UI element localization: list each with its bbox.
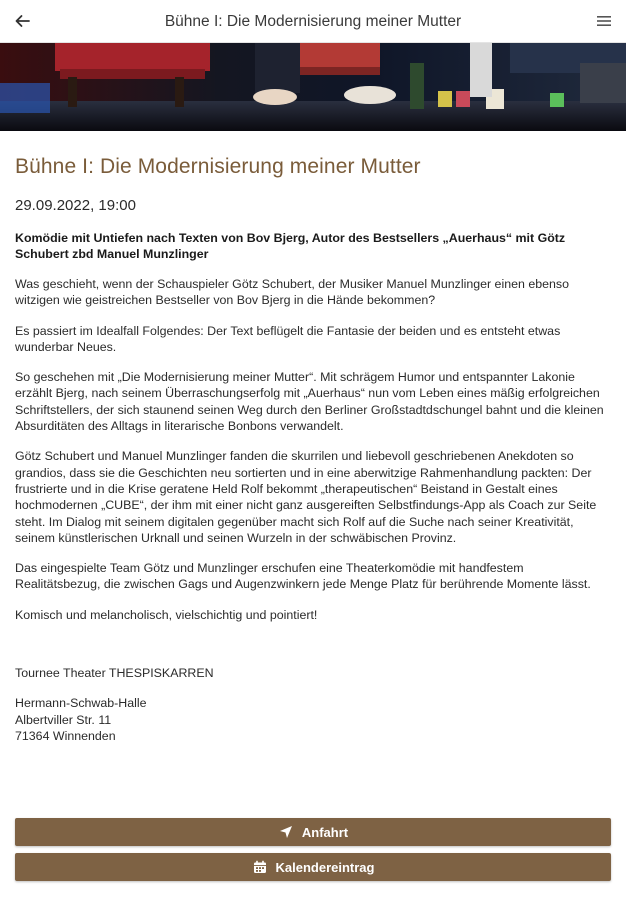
event-lead: Komödie mit Untiefen nach Texten von Bov Bjerg, Autor des Bestsellers „Auerhaus“ mit Götz Schubert zbd Manuel Munzlinger xyxy=(15,231,566,261)
app-bar xyxy=(0,0,626,43)
description-paragraph: Das eingespielte Team Götz und Munzlinger erschufen eine Theaterkomödie mit handfestem Realitätsbezug, die zwischen Gags und Augenzwinkern jede Menge Platz für berührende Momente lässt. xyxy=(15,561,591,592)
directions-button-label: Anfahrt xyxy=(301,824,349,840)
event-title: Bühne I: Die Modernisierung meiner Mutter xyxy=(15,155,421,178)
description-paragraph: Es passiert im Idealfall Folgendes: Der Text beflügelt die Fantasie der beiden und es entsteht etwas wunderbar Neues. xyxy=(15,323,561,354)
description-paragraph: So geschehen mit „Die Modernisierung meiner Mutter“. Mit schrägem Humor und entspannter Lakonie erzählt Bjerg, nach seinem Überraschungserfolg mit „Auerhaus“ nun vom Leben eines mäßig erfolgreichen Schriftstellers, der sich staunend seinen Weg durch den Berliner Großstadtdschungel bahnt und die kleinen Absurditäten des Alltags in literarische Bonbons verwandelt. xyxy=(15,370,604,434)
navigation-arrow-icon xyxy=(278,824,294,840)
calendar-entry-button[interactable] xyxy=(15,853,611,881)
menu-button[interactable] xyxy=(590,7,618,35)
description-paragraph: Komisch und melancholisch, vielschichtig und pointiert! xyxy=(15,607,318,622)
description-paragraph: Was geschieht, wenn der Schauspieler Götz Schubert, der Musiker Manuel Munzlinger einen ebenso witzigen wie geistreichen Bestseller von Bov Bjerg in die Hände bekommen? xyxy=(15,277,569,308)
organizer: Tournee Theater THESPISKARREN xyxy=(15,666,214,681)
event-details xyxy=(15,131,611,744)
hamburger-menu-icon xyxy=(596,14,612,28)
directions-button[interactable] xyxy=(15,818,611,846)
venue-street: Albertviller Str. 11 xyxy=(15,712,112,727)
description-paragraph: Götz Schubert und Manuel Munzlinger fanden die skurrilen und liebevoll geschriebenen Anekdoten so grandios, dass sie die Geschichten neu sortierten und in eine aberwitzige Rahmenhandlung packten: Der frustrierte und in die Krise geratene Held Rolf bekommt „therapeutischen“ Beistand in Gestalt eines hochmodernen „CUBE“, der ihm mit einer nicht ganz ausgereiften Selbstfindungs-App als Coach zur Seite steht. Im Dialog mit seinem digitalen gegenüber macht sich Rolf auf die Suche nach seiner Kreativität, seinem künstlerischen Urknall und seinen Wurzeln in der schwäbischen Provinz. xyxy=(15,449,597,545)
app-bar-title: Bühne I: Die Modernisierung meiner Mutter xyxy=(164,13,462,30)
back-button[interactable] xyxy=(8,7,36,35)
arrow-left-icon xyxy=(14,13,30,29)
event-date: 29.09.2022, 19:00 xyxy=(15,197,136,214)
venue-name: Hermann-Schwab-Halle xyxy=(15,696,147,711)
action-buttons xyxy=(15,818,611,881)
venue-city: 71364 Winnenden xyxy=(15,728,116,743)
event-hero-image xyxy=(0,43,626,131)
calendar-icon xyxy=(252,859,268,875)
calendar-button-label: Kalendereintrag xyxy=(275,859,375,875)
